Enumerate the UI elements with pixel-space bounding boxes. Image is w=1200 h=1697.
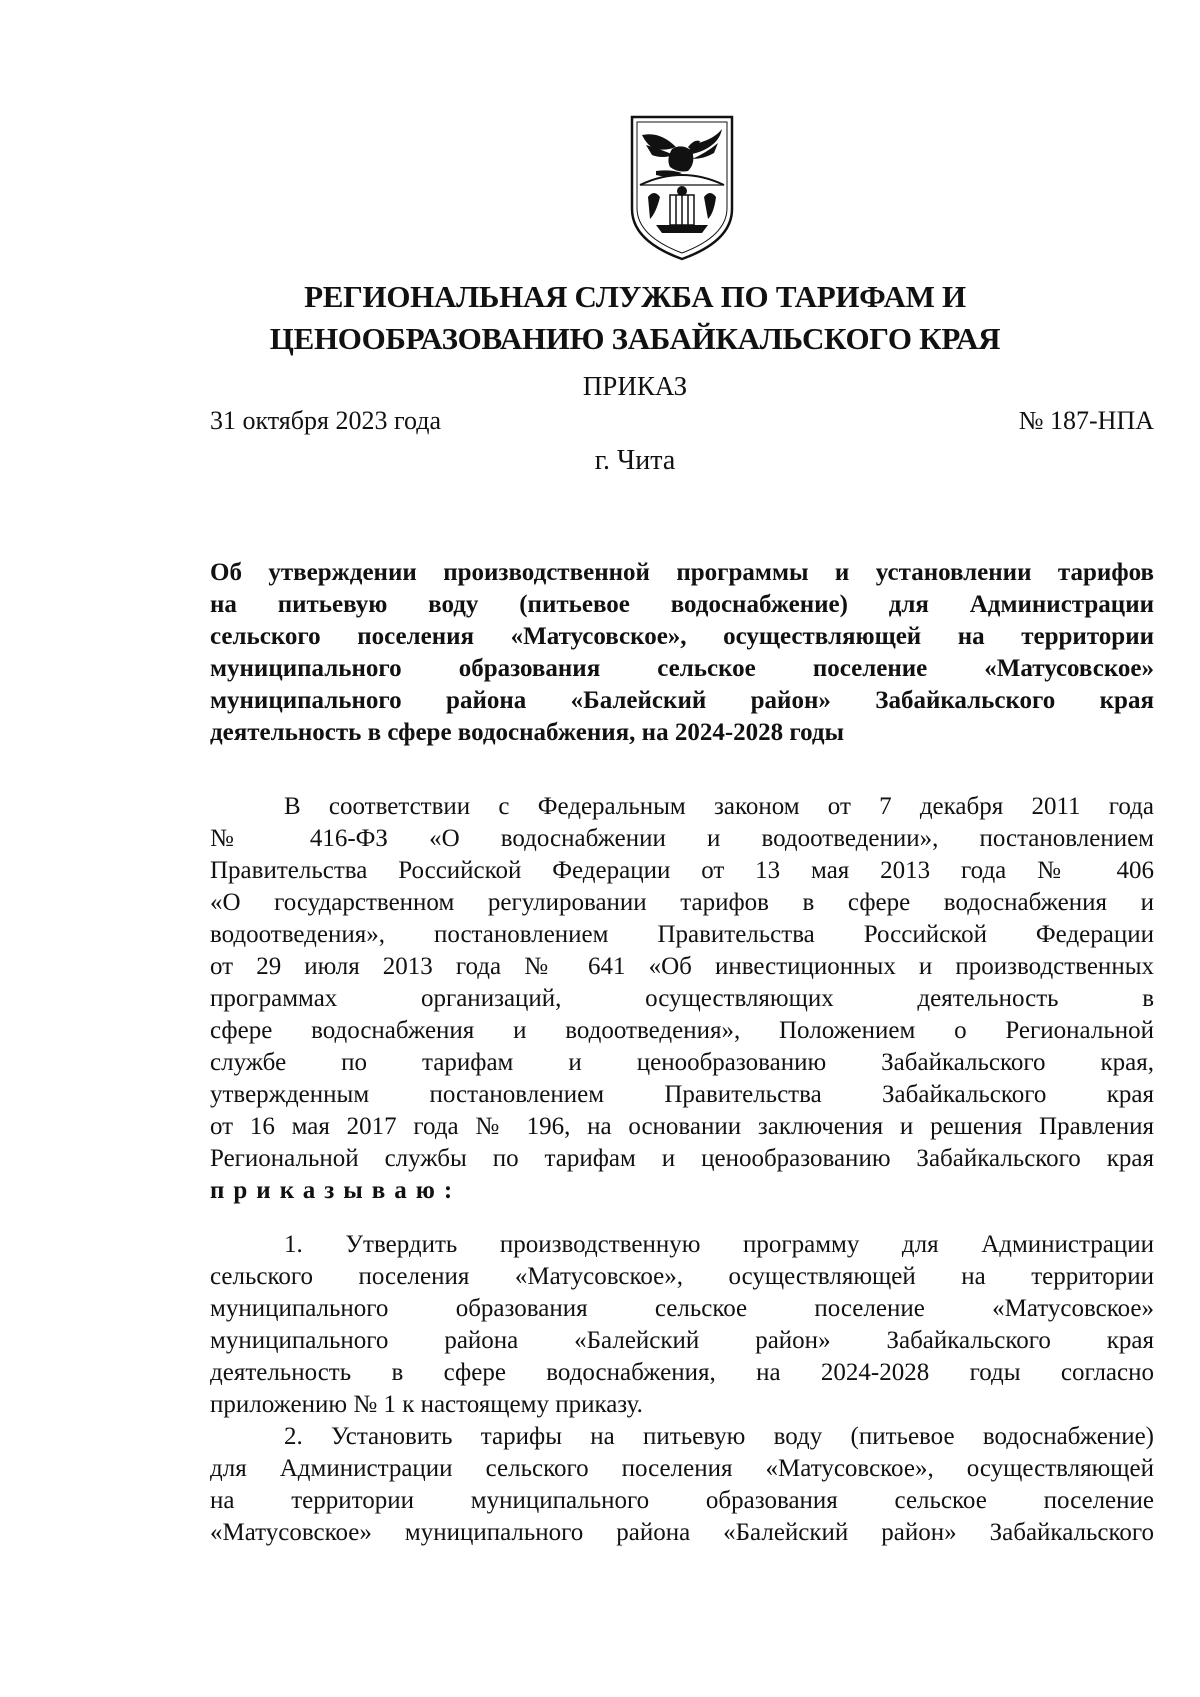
subject-line: на питьевую воду (питьевое водоснабжение) для Администрации — [210, 591, 1154, 618]
preamble-line: программах организаций, осуществляющих деятельность в — [210, 985, 1154, 1012]
item-1-line: сельского поселения «Матусовское», осуществляющей на территории — [210, 1263, 1154, 1290]
coat-of-arms-icon — [626, 113, 738, 263]
preamble-line: водоотведения», постановлением Правительства Российской Федерации — [210, 921, 1154, 948]
preamble-line: службе по тарифам и ценообразованию Забайкальского края, — [210, 1049, 1154, 1076]
item-1-line: приложению № 1 к настоящему приказу. — [210, 1391, 643, 1418]
subject-line: муниципального района «Балейский район» Забайкальского края — [210, 687, 1154, 714]
preamble-line: сфере водоснабжения и водоотведения», Положением о Региональной — [210, 1017, 1154, 1044]
subject-line: муниципального образования сельское поселение «Матусовское» — [210, 655, 1154, 682]
preamble-line: «О государственном регулировании тарифов в сфере водоснабжения и — [210, 889, 1154, 916]
agency-name-line: ЦЕНООБРАЗОВАНИЮ ЗАБАЙКАЛЬСКОГО КРАЯ — [269, 321, 1001, 356]
subject-line: деятельность в сфере водоснабжения, на 2024-2028 годы — [210, 719, 845, 746]
item-2-line: «Матусовское» муниципального района «Балейский район» Забайкальского — [210, 1519, 1154, 1546]
subject-line: Об утверждении производственной программы и установлении тарифов — [210, 559, 1154, 586]
preamble-line: Правительства Российской Федерации от 13 мая 2013 года № 406 — [210, 857, 1154, 884]
document-number: № 187-НПА — [1018, 406, 1154, 435]
document-type: ПРИКАЗ — [582, 371, 688, 401]
item-2-line: для Администрации сельского поселения «Матусовское», осуществляющей — [210, 1455, 1154, 1482]
document-subject — [210, 557, 1154, 749]
document-city: г. Чита — [594, 445, 676, 476]
item-1-line: деятельность в сфере водоснабжения, на 2024-2028 годы согласно — [210, 1359, 1154, 1386]
item-1-line: муниципального района «Балейский район» Забайкальского края — [210, 1327, 1154, 1354]
preamble-line: от 16 мая 2017 года № 196, на основании заключения и решения Правления — [210, 1113, 1154, 1140]
document-date: 31 октября 2023 года — [210, 406, 441, 435]
preamble-line: от 29 июля 2013 года № 641 «Об инвестиционных и производственных — [210, 953, 1154, 980]
agency-name — [200, 276, 1070, 360]
subject-line: сельского поселения «Матусовское», осуществляющей на территории — [210, 623, 1154, 650]
preamble-paragraph — [210, 791, 1154, 1549]
item-2-line: 2. Установить тарифы на питьевую воду (питьевое водоснабжение) — [284, 1423, 1154, 1450]
item-2-line: на территории муниципального образования сельское поселение — [210, 1487, 1154, 1514]
agency-name-line: РЕГИОНАЛЬНАЯ СЛУЖБА ПО ТАРИФАМ И — [304, 279, 966, 314]
item-1-line: 1. Утвердить производственную программу для Администрации — [284, 1231, 1154, 1258]
preamble-line: Региональной службы по тарифам и ценообразованию Забайкальского края — [210, 1145, 1154, 1172]
item-1-line: муниципального образования сельское поселение «Матусовское» — [210, 1295, 1154, 1322]
preamble-line: В соответствии с Федеральным законом от 7 декабря 2011 года — [284, 793, 1154, 820]
order-word: приказываю: — [210, 1177, 462, 1204]
preamble-line: № 416-ФЗ «О водоснабжении и водоотведении», постановлением — [210, 825, 1154, 852]
preamble-line: утвержденным постановлением Правительства Забайкальского края — [210, 1081, 1154, 1108]
